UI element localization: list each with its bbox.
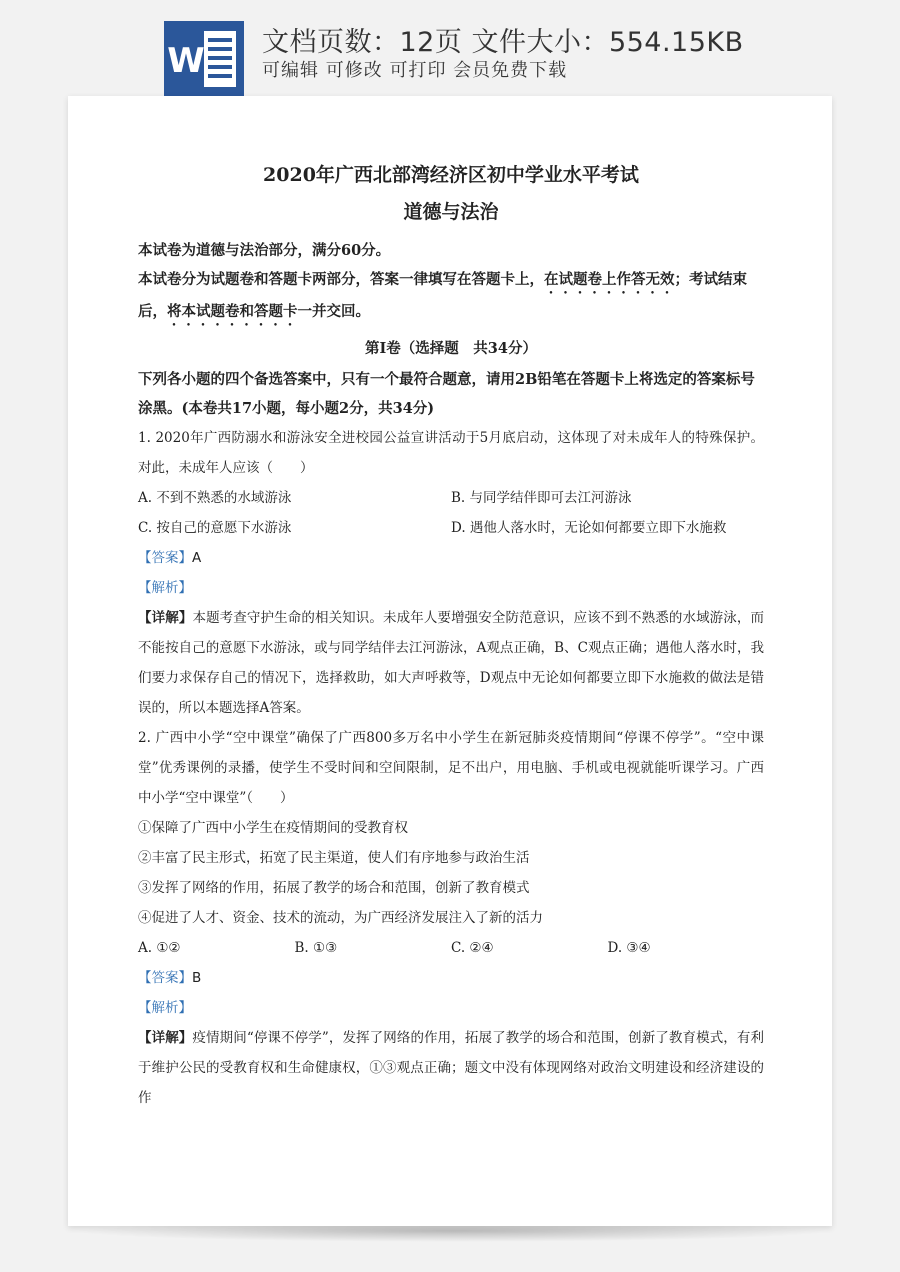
q2-option-c: C. ②④ <box>451 940 494 956</box>
q1-option-d: D. 遇他人落水时，无论如何都要立即下水施救 <box>451 520 727 536</box>
intro-part-e: 一并交回。 <box>297 303 370 320</box>
exam-subject: 道德与法治 <box>403 201 499 223</box>
q2-option-b: B. ①③ <box>294 940 338 956</box>
q2-statement-2: ②丰富了民主形式，拓宽了民主渠道，使人们有序地参与政治生活 <box>138 850 530 866</box>
q1-option-c: C. 按自己的意愿下水游泳 <box>138 520 292 536</box>
q2-detail-text: 疫情期间“停课不停学”，发挥了网络的作用，拓展了教学的场合和范围，创新了教育模式，有利于维护公民的受教育权和生命健康权，①③观点正确；题文中没有体现网络对政治文明建设和经济建设的作 <box>138 1030 765 1106</box>
document-content <box>138 158 764 1113</box>
section-heading: 第Ⅰ卷（选择题 共34分） <box>365 340 537 357</box>
q1-option-b: B. 与同学结伴即可去江河游泳 <box>451 490 632 506</box>
q1-detail-label: 【详解】 <box>138 610 193 626</box>
section-instruction: 下列各小题的四个备选答案中，只有一个最符合题意，请用2B铅笔在答题卡上将选定的答案标号涂黑。(本卷共17小题，每小题2分，共34分) <box>138 371 755 417</box>
q1-detail <box>138 603 764 723</box>
intro-score: 本试卷为道德与法治部分，满分60分。 <box>138 242 391 259</box>
question-1-options-row1 <box>138 483 764 513</box>
word-doc-icon <box>164 21 244 97</box>
q2-statement-4: ④促进了人才、资金、技术的流动，为广西经济发展注入了新的活力 <box>138 910 543 926</box>
q1-analysis <box>138 573 764 603</box>
file-features: 可编辑 可修改 可打印 会员免费下载 <box>262 60 568 81</box>
file-info-banner <box>0 0 900 96</box>
q2-statement-3: ③发挥了网络的作用，拓展了教学的场合和范围，创新了教育模式 <box>138 880 530 896</box>
question-2-options <box>138 933 764 963</box>
q2-option-d: D. ③④ <box>607 940 651 956</box>
q2-analysis <box>138 993 764 1023</box>
q2-detail-label: 【详解】 <box>138 1030 193 1046</box>
q2-statement-1: ①保障了广西中小学生在疫情期间的受教育权 <box>138 820 408 836</box>
q2-analysis-label: 【解析】 <box>138 1000 192 1016</box>
intro-part-c: ；考试结束后， <box>138 271 747 320</box>
question-1-options-row2 <box>138 513 764 543</box>
q1-answer-value: A <box>192 550 202 566</box>
q2-answer <box>138 963 764 993</box>
document-page <box>68 96 832 1226</box>
intro-instructions <box>138 265 764 329</box>
q2-answer-label: 【答案】 <box>138 970 192 986</box>
intro-part-a: 本试卷分为试题卷和答题卡两部分，答案一律填写在答题卡上， <box>138 271 544 288</box>
q2-answer-value: B <box>192 970 202 986</box>
question-1-stem: 1. 2020年广西防溺水和游泳安全进校园公益宣讲活动于5月底启动，这体现了对未成年人的特殊保护。对此，未成年人应该（ ） <box>138 430 764 476</box>
q1-answer <box>138 543 764 573</box>
svg-text:W: W <box>167 41 205 81</box>
exam-title: 2020年广西北部湾经济区初中学业水平考试 <box>263 164 639 186</box>
intro-emphasis-1: 在试题卷上作答无效 <box>544 271 675 288</box>
q1-detail-text: 本题考查守护生命的相关知识。未成年人要增强安全防范意识，应该不到不熟悉的水域游泳，而不能按自己的意愿下水游泳，或与同学结伴去江河游泳，A观点正确，B、C观点正确；遇他人落水时，我们要力求保存自己的情况下，选择救助，如大声呼救等，D观点中无论如何都要立即下水施救的做法是错误的，所以本题选择A答案。 <box>138 610 765 716</box>
q2-detail <box>138 1023 764 1113</box>
q1-analysis-label: 【解析】 <box>138 580 192 596</box>
intro-emphasis-2: 将本试题卷和答题卡 <box>167 303 298 320</box>
q1-option-a: A. 不到不熟悉的水域游泳 <box>138 490 292 506</box>
q2-option-a: A. ①② <box>138 940 181 956</box>
question-2-stem: 2. 广西中小学“空中课堂”确保了广西800多万名中小学生在新冠肺炎疫情期间“停课不停学”。“空中课堂”优秀课例的录播，使学生不受时间和空间限制，足不出户，用电脑、手机或电视就能听课学习。广西中小学“空中课堂”（ ） <box>138 730 764 806</box>
q1-answer-label: 【答案】 <box>138 550 192 566</box>
file-stats: 文档页数：12页 文件大小：554.15KB <box>262 27 744 58</box>
